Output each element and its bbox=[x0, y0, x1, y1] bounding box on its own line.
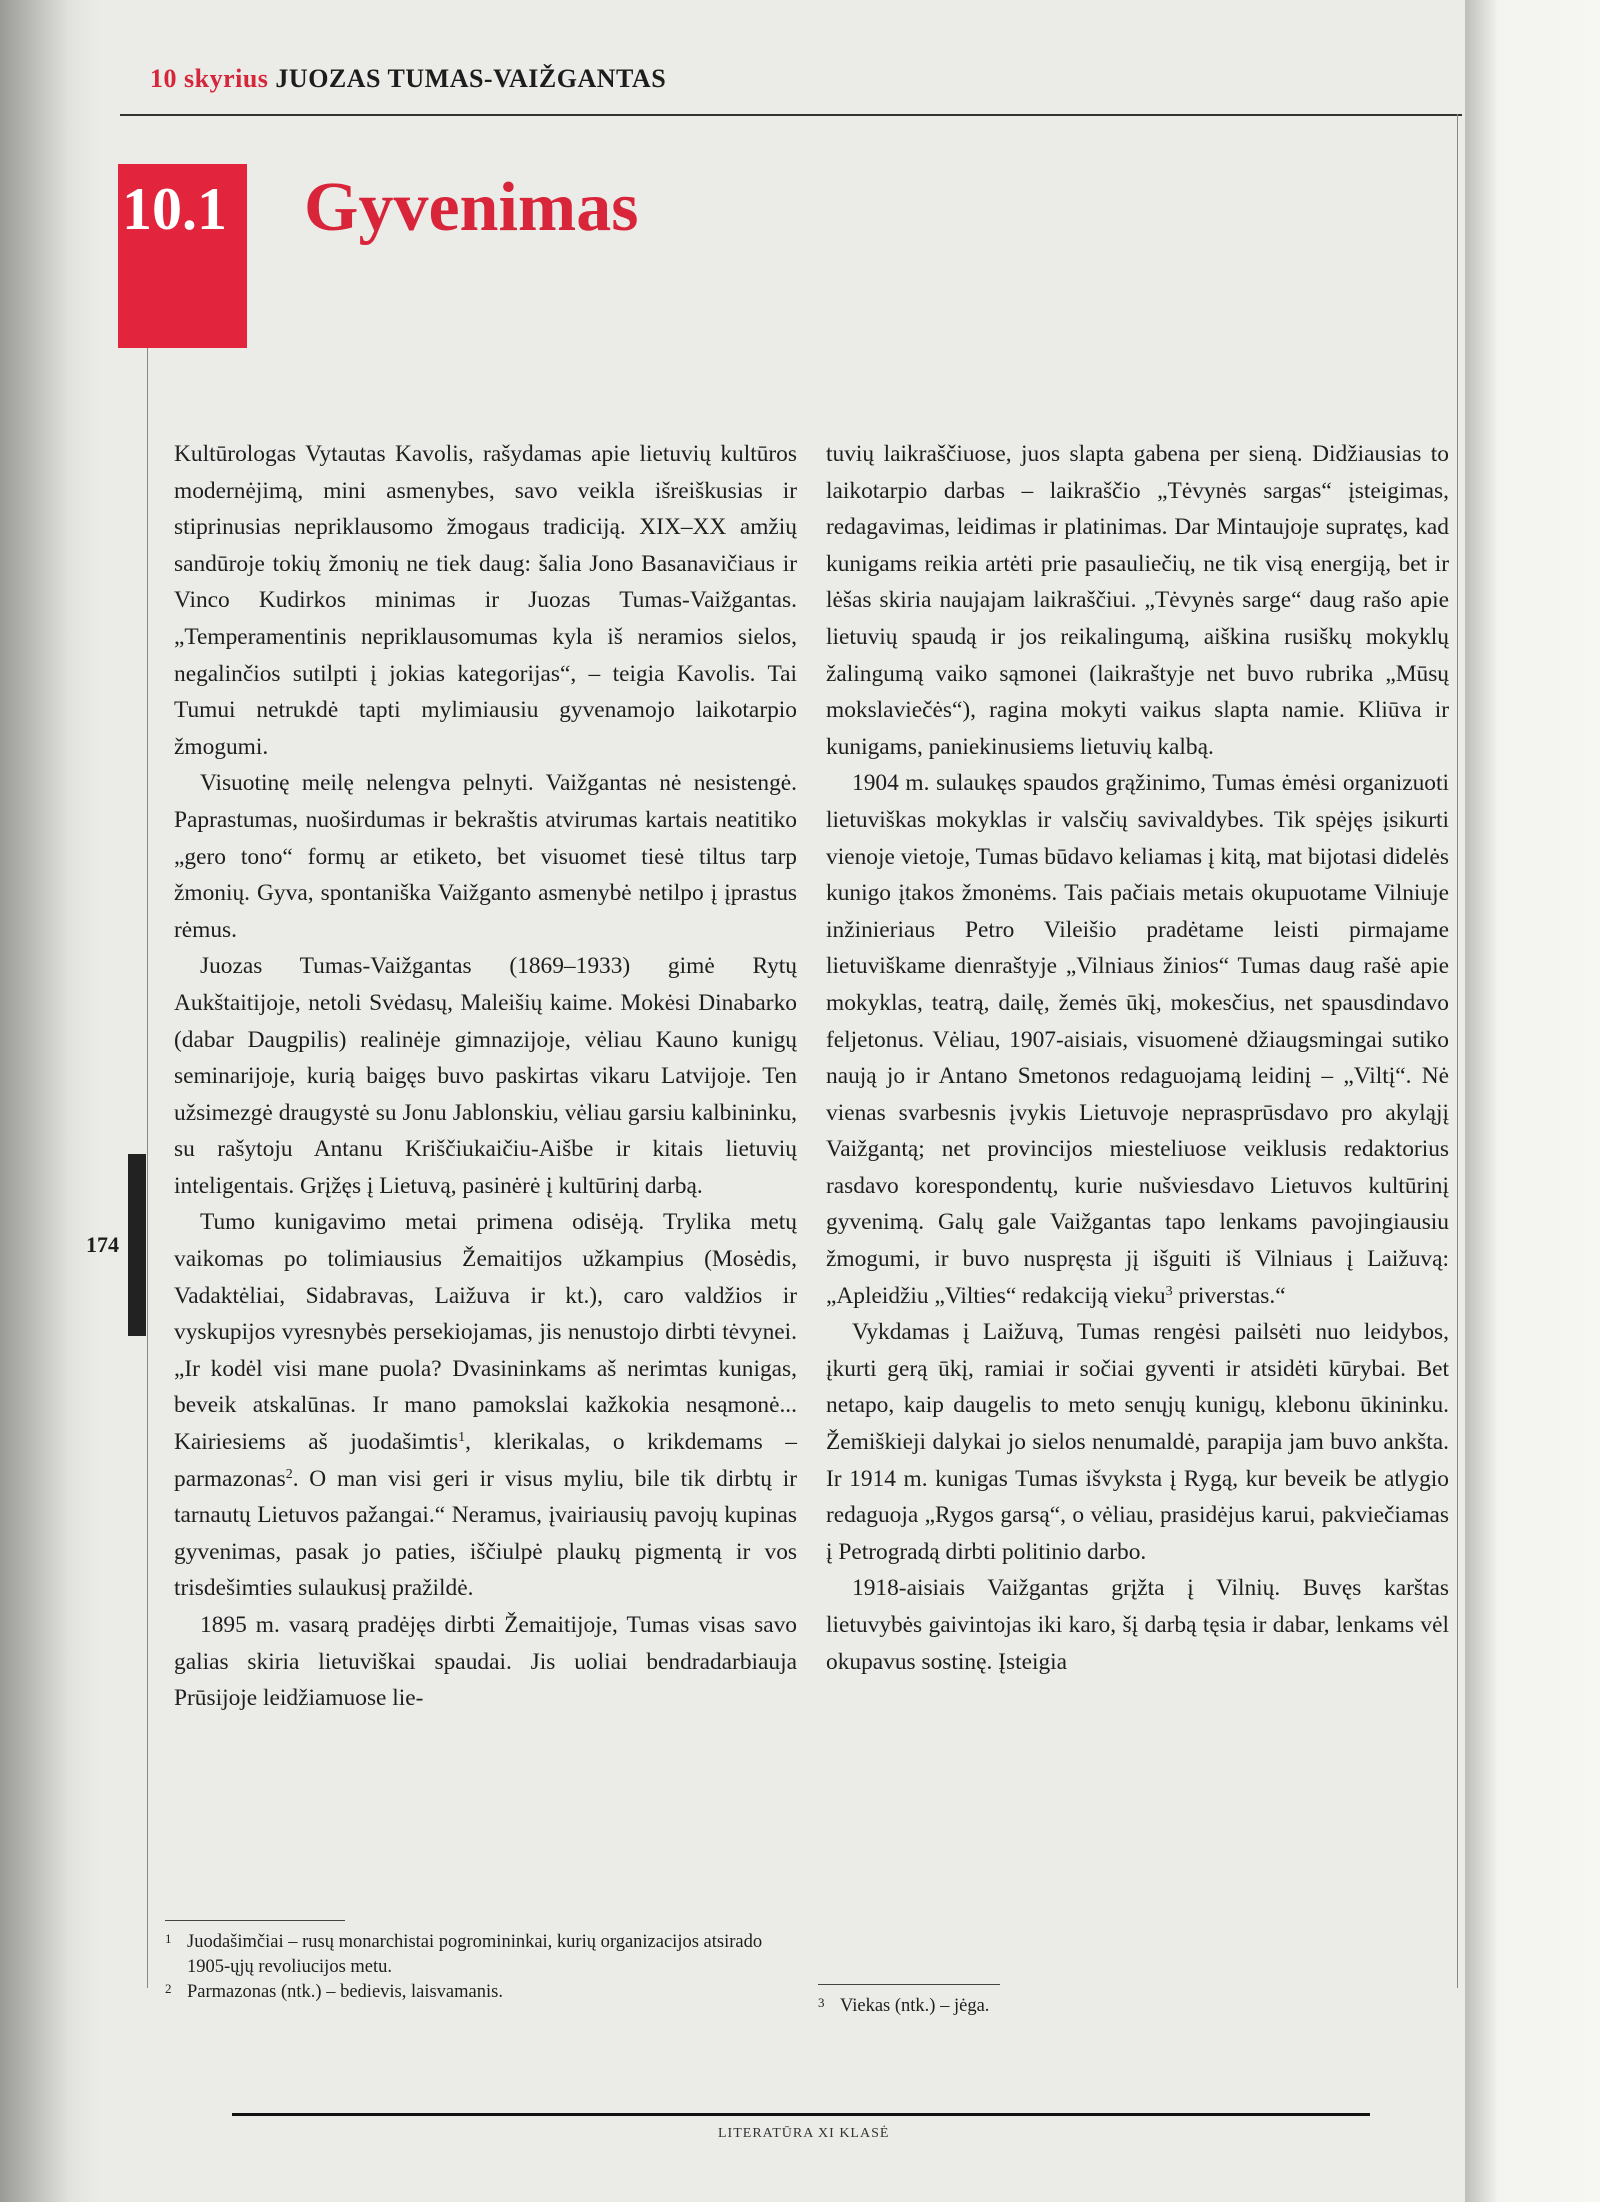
footnote bbox=[165, 1980, 805, 2005]
paragraph: Juozas Tumas-Vaižgantas (1869–1933) gimė Rytų Aukštaitijoje, netoli Svėdasų, Maleišių kaime. Mokėsi Dinabarko (dabar Daugpilis) realinėje gimnazijoje, vėliau Kauno kunigų seminarijoje, kurią baigęs buvo paskirtas vikaru Latvijoje. Ten užsimezgė draugystė su Jonu Jablonskiu, vėliau garsiu kalbininku, su rašytoju Antanu Kriščiukaičiu-Aišbe ir kitais lietuvių inteligentais. Grįžęs į Lietuvą, pasinėrė į kultūrinį darbą. bbox=[174, 953, 797, 1199]
paragraph: Vykdamas į Laižuvą, Tumas rengėsi pailsėti nuo leidybos, įkurti gerą ūkį, ramiai ir sočiai gyventi ir atsidėti kūrybai. Bet netapo, kaip daugelis to meto senųjų kunigų, klebonu ūkininku. Žemiškieji dalykai jo sielos nenumaldė, parapija jam buvo ankšta. Ir 1914 m. kunigas Tumas išvyksta į Rygą, kur beveik be atlygio redaguoja „Rygos garsą“, o vėliau, prasidėjus karui, pakviečiamas į Petrogradą dirbti politinio darbo. bbox=[826, 1319, 1449, 1565]
paragraph-text: Tumo kunigavimo metai primena odisėją. Trylika metų vaikomas po tolimiausius Žemaitijos užkampius (Mosėdis, Vadaktėliai, Sidabravas, Laižuva ir kt.), caro valdžios ir vyskupijos vyresnybės persekiojamas, jis nenustojo dirbti tėvynei. „Ir kodėl visi mane puola? Dvasininkams aš nerimtas kunigas, beveik atskalūnas. Ir mano pamokslai kažkokia nesąmonė... Kairiesiems aš juodašimtis bbox=[174, 1209, 797, 1456]
footer-text: LITERATŪRA XI KLASĖ bbox=[718, 2126, 890, 2141]
footnote-rule bbox=[165, 1920, 345, 1921]
footnote-ref: 3 bbox=[1165, 1283, 1173, 1299]
footnotes-right bbox=[818, 1994, 1458, 2019]
adjacent-page-edge bbox=[1465, 0, 1600, 2202]
section-title: Gyvenimas bbox=[304, 169, 639, 246]
book-spine-shadow bbox=[0, 0, 100, 2202]
paragraph-text: 1904 m. sulaukęs spaudos grąžinimo, Tumas ėmėsi organizuoti lietuviškas mokyklas ir valsčių savivaldybes. Tik spėjęs įsikurti vienoje vietoje, Tumas būdavo keliamas į kitą, mat bijotasi didelės kunigo įtakos žmonėms. Tais pačiais metais okupuotame Vilniuje inžinieriaus Petro Vileišio pradėtame leisti pirmajame lietuviškame dienraštyje „Vilniaus žinios“ Tumas daug rašė apie mokyklas, teatrą, dailę, žemės ūkį, mokesčius, net spausdindavo feljetonus. Vėliau, 1907-aisiais, visuomenė džiaugsmingai sutiko naują jo ir Antano Smetonos redaguojamą leidinį – „Viltį“. Nė vienas svarbesnis įvykis Lietuvoje neprasprūsdavo pro akyląjį Vaižgantą; net provincijos miesteliuose veiklusis redaktorius rasdavo korespondentų, kurie nušviesdavo Lietuvos kultūrinį gyvenimą. Galų gale Vaižgantas tapo lenkams pavojingiausiu žmogumi, ir buvo nuspręsta jį išguiti iš Vilniaus į Laižuvą: „Apleidžiu „Vilties“ redakciją vieku bbox=[826, 770, 1450, 1309]
chapter-title: JUOZAS TUMAS-VAIŽGANTAS bbox=[275, 64, 667, 93]
frame-right-border bbox=[1457, 114, 1458, 1988]
paragraph: 1895 m. vasarą pradėjęs dirbti Žemaitijoje, Tumas visas savo galias skiria lietuviškai spaudai. Jis uoliai bendradarbiauja Prūsijoje leidžiamuose lie- bbox=[174, 1612, 797, 1712]
paragraph: Visuotinę meilę nelengva pelnyti. Vaižgantas nė nesistengė. Paprastumas, nuoširdumas ir bekraštis atvirumas kartais neatitiko „gero tono“ formų ar etiketo, bet visuomet tiesė tiltus tarp žmonių. Gyva, spontaniška Vaižganto asmenybė netilpo į įprastus rėmus. bbox=[174, 770, 797, 943]
paragraph: 1918-aisiais Vaižgantas grįžta į Vilnių. Buvęs karštas lietuvybės gaivintojas iki karo, šį darbą tęsia ir dabar, lenkams vėl okupavus sostinę. Įsteigia bbox=[826, 1575, 1449, 1675]
footnote bbox=[818, 1994, 1458, 2019]
frame-left-border bbox=[147, 348, 148, 1988]
paragraph: tuvių laikraščiuose, juos slapta gabena per sieną. Didžiausias to laikotarpio darbas – laikraščio „Tėvynės sargas“ įsteigimas, redagavimas, leidimas ir platinimas. Dar Mintaujoje supratęs, kad kunigams reikia artėti prie pasauliečių, ne tik visą energiją, bet ir lėšas skiria naujajam laikraščiui. „Tėvynės sarge“ daug rašo apie lietuvių spaudą ir jos reikalingumą, aiškina rusiškų mokyklų žalingumą vaiko sąmonei (laikraštyje net buvo rubrika „Mūsų mokslaviečės“), ragina mokyti vaikus slapta namie. Kliūva ir kunigams, paniekinusiems lietuvių kalbą. bbox=[826, 441, 1449, 760]
paragraph bbox=[826, 765, 1449, 1314]
footnote bbox=[165, 1930, 805, 1980]
footnote-text: Viekas (ntk.) – jėga. bbox=[840, 1996, 990, 2016]
paragraph-text: , klerikalas, o krikdemams – parmazonas bbox=[174, 1429, 798, 1492]
footnote-text: Parmazonas (ntk.) – bedievis, laisvamanis. bbox=[187, 1982, 503, 2002]
footnote-text: Juodašimčiai – rusų monarchistai pogromininkai, kurių organizacijos atsirado 1905-ųjų revoliucijos metu. bbox=[187, 1932, 763, 1977]
paragraph bbox=[174, 1204, 797, 1607]
chapter-number: 10 skyrius bbox=[150, 64, 269, 93]
footnote-ref: 2 bbox=[285, 1466, 293, 1482]
footnotes-left bbox=[165, 1930, 805, 2005]
footnote-mark: 3 bbox=[818, 1995, 825, 2010]
footer-rule bbox=[232, 2113, 1370, 2116]
footnote-mark: 1 bbox=[165, 1931, 172, 1946]
footnote-ref: 1 bbox=[458, 1430, 466, 1446]
page-number: 174 bbox=[86, 1232, 119, 1257]
page-number-bar bbox=[128, 1154, 146, 1336]
paragraph-text: priverstas.“ bbox=[1172, 1282, 1286, 1309]
footnote-rule bbox=[818, 1984, 1000, 1985]
paragraph-text: . O man visi geri ir visus myliu, bile tik dirbtų ir tarnautų Lietuvos pažangai.“ Neramus, įvairiausių pavojų kupinas gyvenimas, pasak jo paties, iščiulpė plaukų pigmentą ir vos trisdešimties sulaukusį pražildė. bbox=[174, 1465, 797, 1602]
header-rule bbox=[120, 114, 1462, 116]
paragraph: Kultūrologas Vytautas Kavolis, rašydamas apie lietuvių kultūros modernėjimą, mini asmenybes, savo veikla išreiškusias ir stiprinusias nepriklausomo žmogaus tradiciją. XIX–XX amžių sandūroje tokių žmonių ne tiek daug: šalia Jono Basanavičiaus ir Vinco Kudirkos minimas ir Juozas Tumas-Vaižgantas. „Temperamentinis nepriklausomumas kyla iš neramios sielos, negalinčios sutilpti į jokias kategorijas“, – teigia Kavolis. Tai Tumui netrukdė tapti mylimiausiu gyvenamojo laikotarpio žmogumi. bbox=[174, 441, 797, 760]
running-head bbox=[150, 64, 666, 94]
left-text-column bbox=[174, 436, 797, 1717]
footnote-mark: 2 bbox=[165, 1981, 172, 1996]
section-number: 10.1 bbox=[122, 176, 227, 242]
right-text-column bbox=[826, 436, 1449, 1680]
